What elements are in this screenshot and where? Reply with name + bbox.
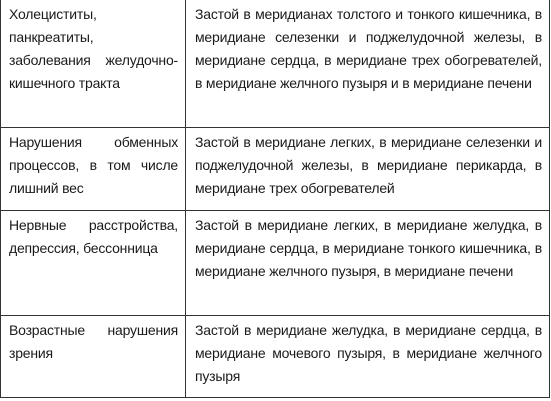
condition-cell: Нарушения обменных процессов, в том числе лишний вес: [1, 128, 186, 210]
description-cell: Застой в меридиане легких, в меридиане желудка, в меридиане сердца, в меридиане тонкого кишечника, в меридиане желчного пузыря, в меридиане печени: [186, 210, 550, 315]
condition-cell: Нервные расстройства, депрессия, бессонница: [1, 210, 186, 315]
description-cell: Застой в меридианах толстого и тонкого кишечника, в меридиане селезенки и поджелудочной железы, в меридиане сердца, в меридиане трех обогревателей, в меридиане желчного пузыря и в меридиане печени: [186, 0, 550, 128]
table-row: [1, 210, 550, 315]
table-row: [1, 0, 550, 128]
condition-cell: Возрастные нарушения зрения: [1, 315, 186, 397]
description-cell: Застой в меридиане легких, в меридиане селезенки и поджелудочной железы, в меридиане перикарда, в меридиане трех обогревателей: [186, 128, 550, 210]
description-cell: Застой в меридиане желудка, в меридиане сердца, в меридиане мочевого пузыря, в меридиане желчного пузыря: [186, 315, 550, 397]
condition-cell: Холециститы, панкреатиты, заболевания желудочно-кишечного тракта: [1, 0, 186, 128]
table-row: [1, 315, 550, 397]
table-row: [1, 128, 550, 210]
